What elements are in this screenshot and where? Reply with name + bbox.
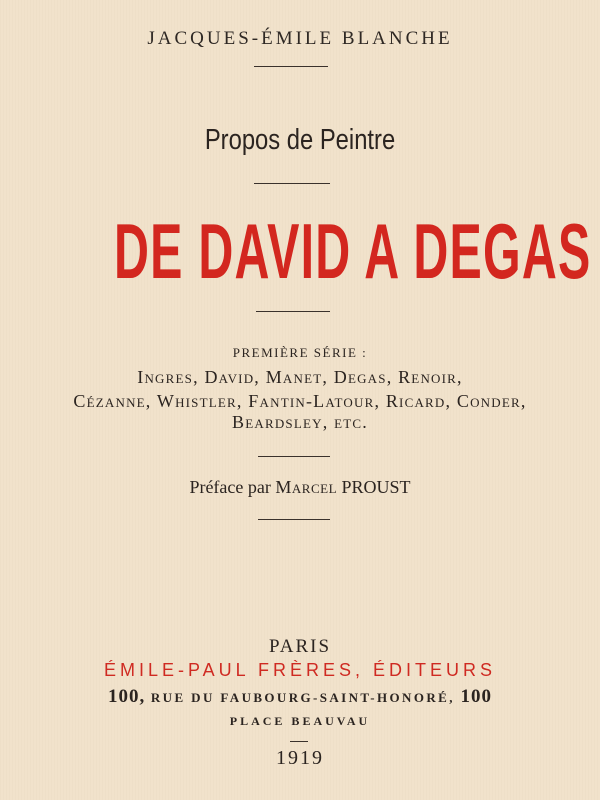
address-street: RUE DU FAUBOURG-SAINT-HONORÉ, (150, 690, 455, 705)
artists-line-3: Beardsley, etc. (232, 412, 368, 432)
divider-rule (290, 741, 308, 742)
preface-lastname: PROUST (341, 477, 411, 497)
publisher-address (0, 686, 600, 708)
preface-firstname: Marcel (275, 477, 338, 497)
publisher-place: PLACE BEAUVAU (229, 714, 371, 728)
artists-line-1: Ingres, David, Manet, Degas, Renoir, (137, 367, 463, 387)
publication-year: 1919 (276, 747, 324, 769)
divider-rule (256, 311, 330, 312)
artists-line-2: Cézanne, Whistler, Fantin-Latour, Ricard, Conder, (73, 391, 527, 411)
preface-prefix: Préface par (189, 477, 271, 497)
divider-rule (258, 456, 330, 457)
book-title: DE DAVID A DEGAS (114, 207, 592, 295)
series-label: PREMIÈRE SÉRIE : (232, 345, 368, 360)
address-number-right: 100 (460, 686, 493, 707)
preface-line (0, 477, 600, 498)
divider-rule (254, 66, 328, 67)
author-name: JACQUES-ÉMILE BLANCHE (147, 28, 453, 49)
divider-rule (258, 519, 330, 520)
divider-rule (254, 183, 330, 184)
subtitle: Propos de Peintre (204, 124, 396, 156)
publication-city: PARIS (268, 636, 332, 657)
publisher-name: ÉMILE-PAUL FRÈRES, ÉDITEURS (103, 660, 497, 680)
address-number-left: 100, (107, 686, 146, 707)
